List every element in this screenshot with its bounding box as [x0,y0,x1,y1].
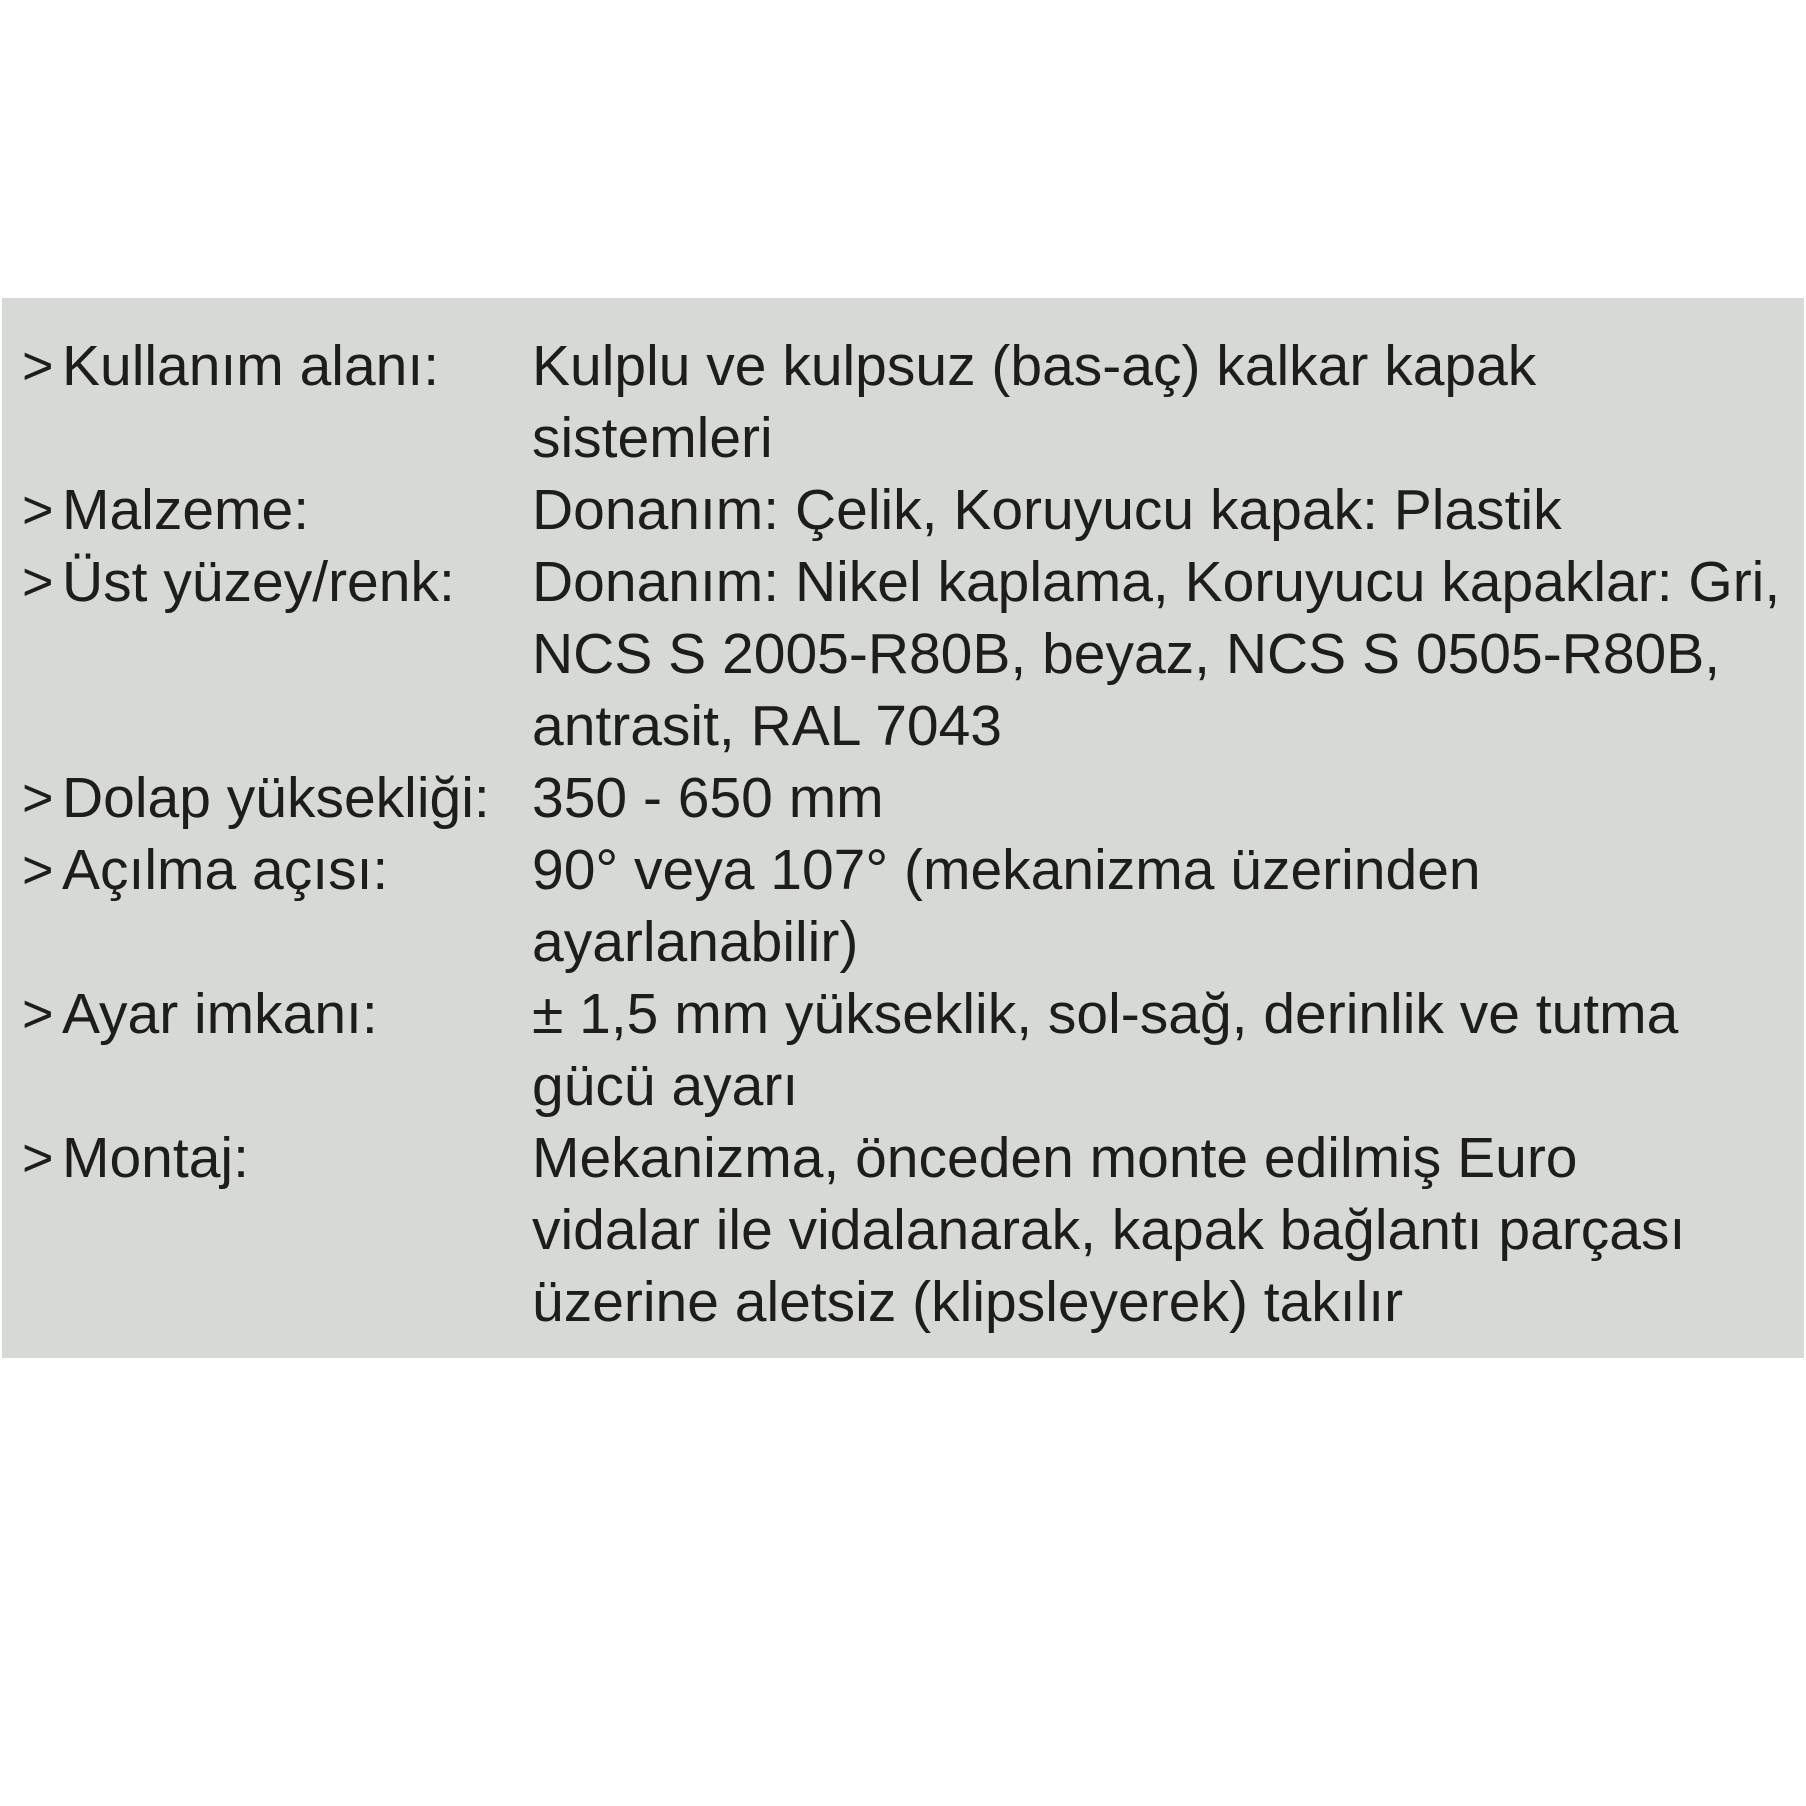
spec-row-ust-yuzey-renk [2,546,1804,762]
spec-row-ayar-imkani [2,978,1804,1122]
spec-value-line: antrasit, RAL 7043 [532,694,1002,758]
spec-value-line: Mekanizma, önceden monte edilmiş Euro [532,1126,1578,1190]
spec-label: Dolap yüksekliği: [62,766,490,830]
spec-value [532,330,1804,474]
spec-row-malzeme [2,474,1804,546]
spec-value-line: Kulplu ve kulpsuz (bas-aç) kalkar kapak [532,334,1537,398]
spec-value-line: Donanım: Nikel kaplama, Koruyucu kapaklar: Gri, [532,550,1781,614]
spec-panel [2,298,1804,1358]
spec-list [2,330,1804,1338]
spec-value-line: 350 - 650 mm [532,766,884,830]
spec-value-line: NCS S 2005-R80B, beyaz, NCS S 0505-R80B, [532,622,1721,686]
spec-row-dolap-yuksekligi [2,762,1804,834]
spec-value-line: sistemleri [532,406,773,470]
bullet-arrow-icon: > [22,984,54,1044]
spec-value-line: ± 1,5 mm yükseklik, sol-sağ, derinlik ve tutma [532,982,1679,1046]
bullet-arrow-icon: > [22,480,54,540]
spec-value-line: Donanım: Çelik, Koruyucu kapak: Plastik [532,478,1562,542]
spec-label: Malzeme: [62,478,310,542]
spec-row-montaj [2,1122,1804,1338]
spec-label: Montaj: [62,1126,249,1190]
spec-value [532,762,1804,834]
bullet-arrow-icon: > [22,768,54,828]
spec-row-kullanim-alani [2,330,1804,474]
bullet-arrow-icon: > [22,336,54,396]
spec-value [532,978,1804,1122]
bullet-arrow-icon: > [22,1128,54,1188]
spec-value-line: üzerine aletsiz (klipsleyerek) takılır [532,1270,1404,1334]
spec-label: Açılma açısı: [62,838,389,902]
spec-label: Üst yüzey/renk: [62,550,455,614]
spec-value [532,546,1804,762]
bullet-arrow-icon: > [22,552,54,612]
spec-value [532,1122,1804,1338]
bullet-arrow-icon: > [22,840,54,900]
spec-value-line: gücü ayarı [532,1054,799,1118]
spec-value [532,834,1804,978]
spec-value-line: 90° veya 107° (mekanizma üzerinden [532,838,1481,902]
spec-value-line: ayarlanabilir) [532,910,859,974]
spec-value-line: vidalar ile vidalanarak, kapak bağlantı parçası [532,1198,1686,1262]
spec-label: Ayar imkanı: [62,982,378,1046]
spec-label: Kullanım alanı: [62,334,440,398]
spec-value [532,474,1804,546]
spec-row-acilma-acisi [2,834,1804,978]
